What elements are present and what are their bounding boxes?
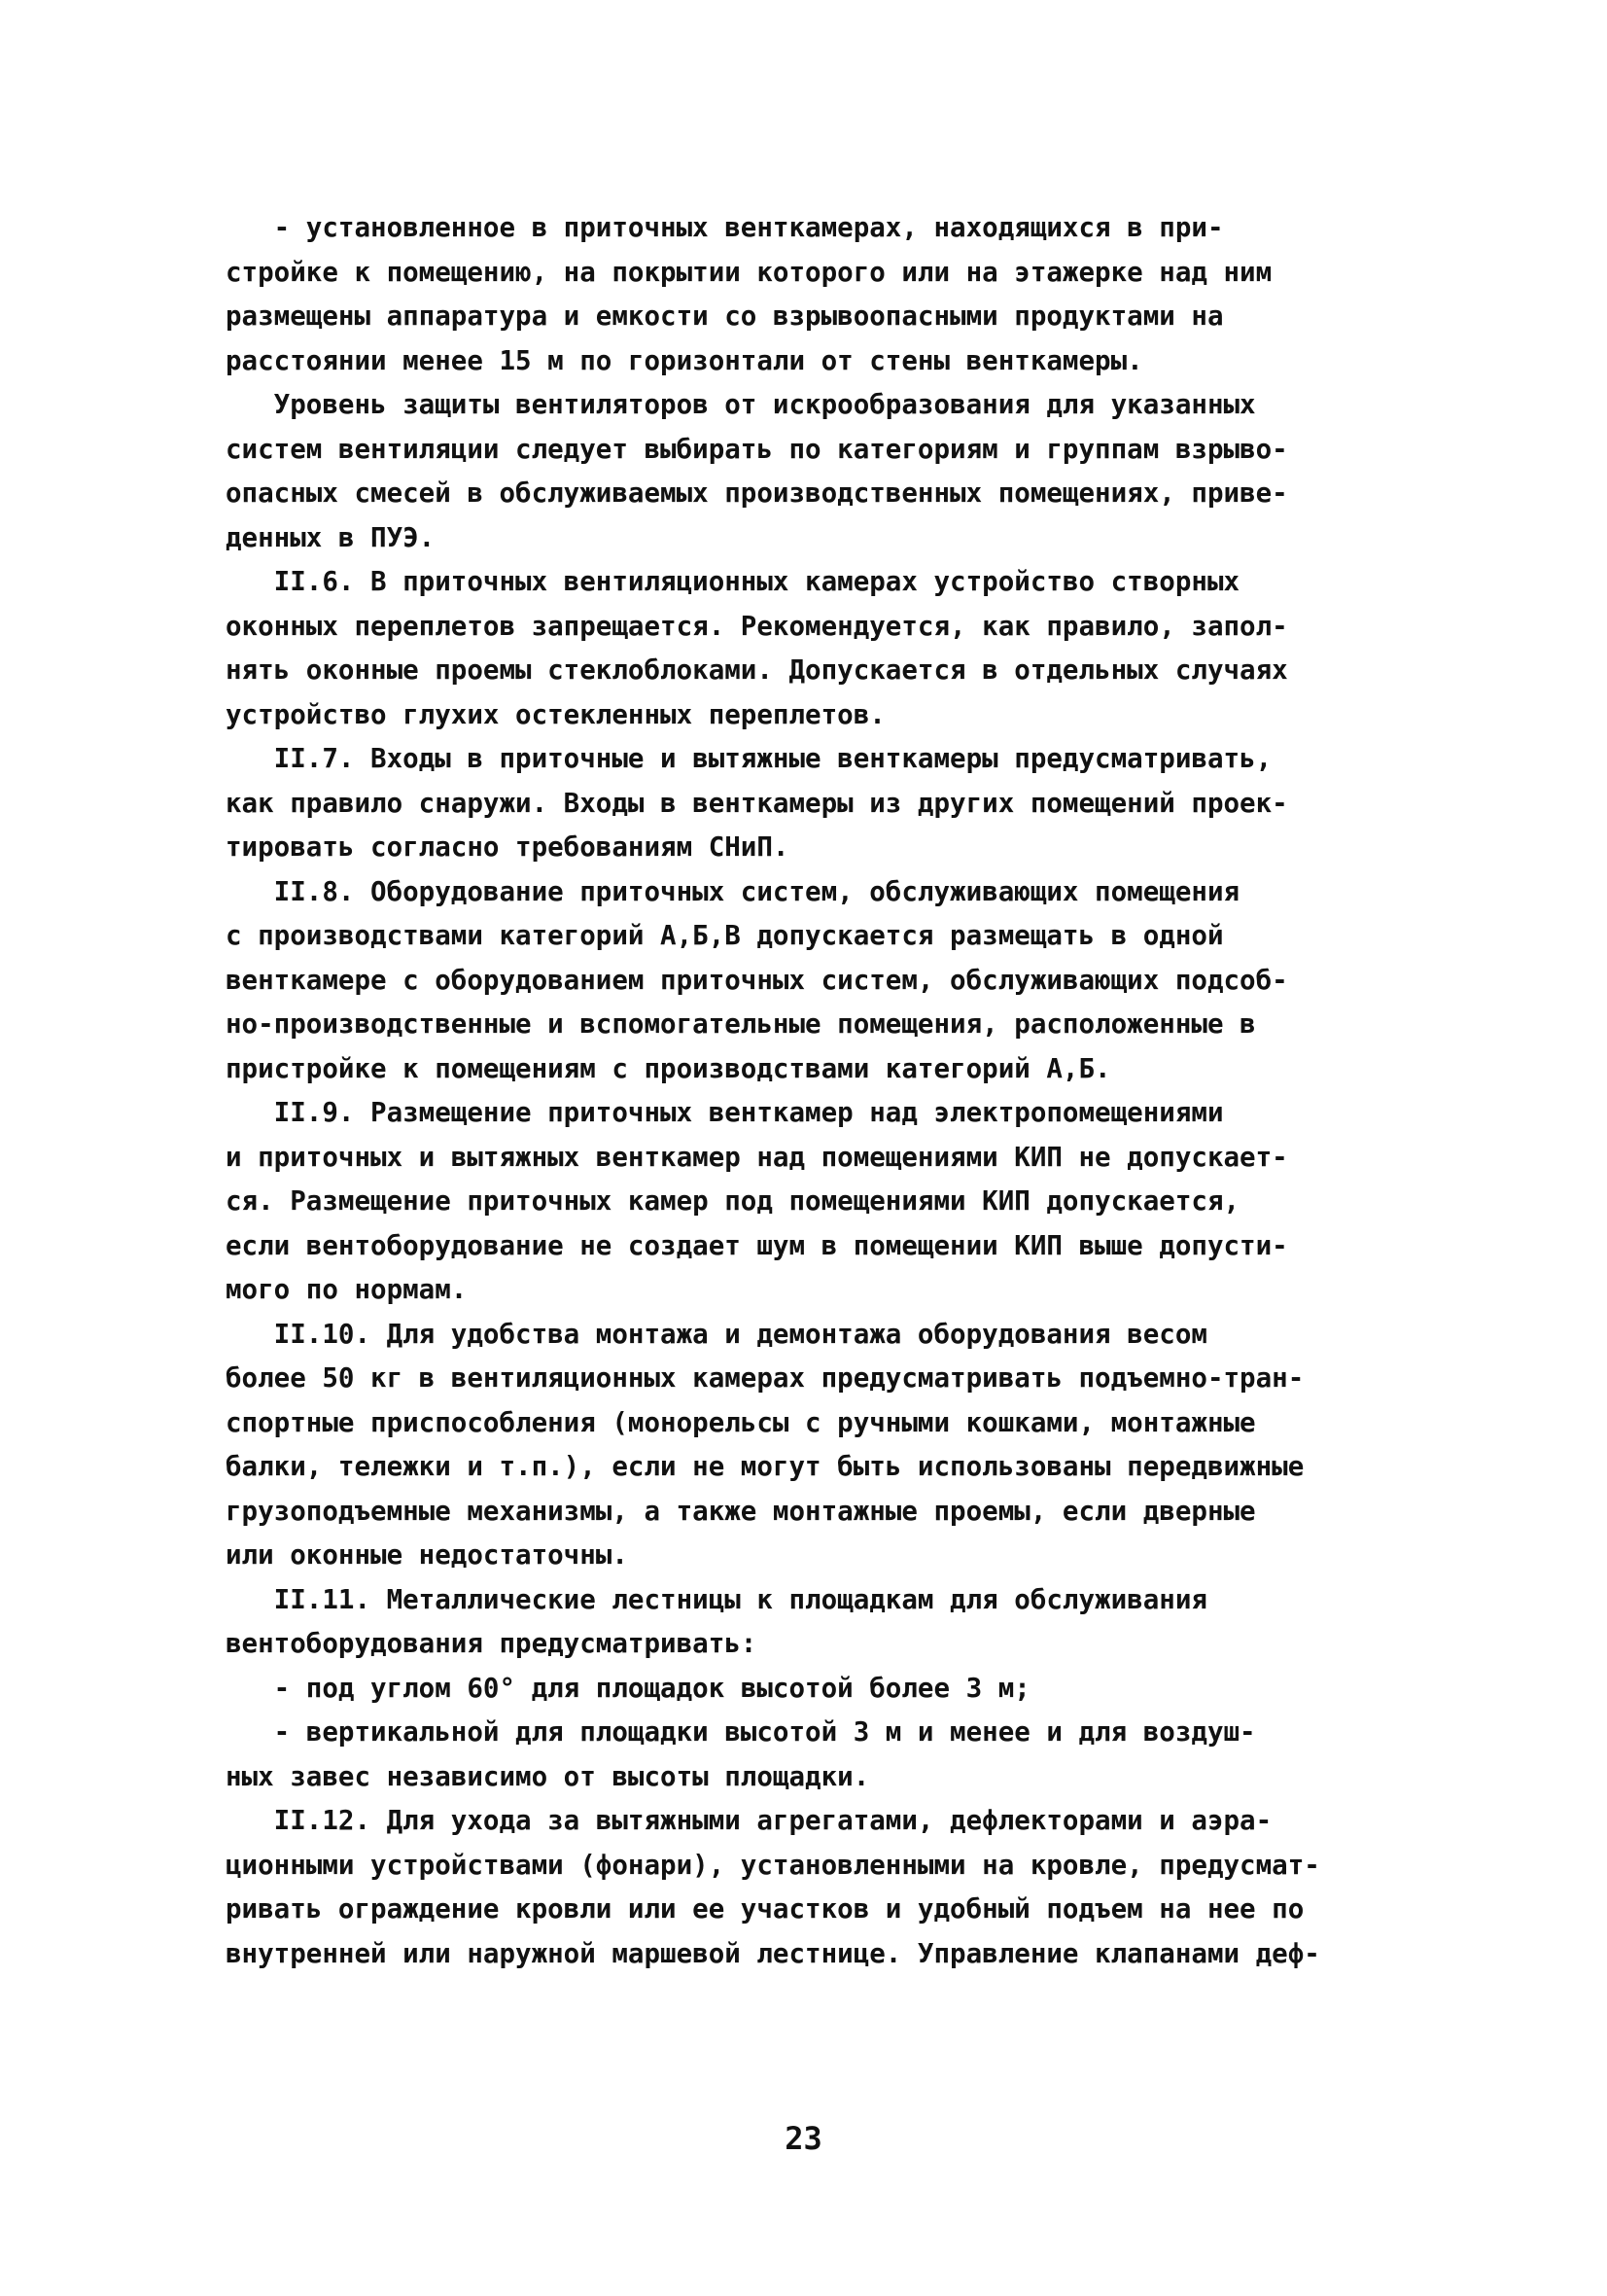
text-line: нять оконные проемы стеклоблоками. Допускается в отдельных случаях	[226, 654, 1288, 686]
text-line: более 50 кг в вентиляционных камерах предусматривать подъемно-тран-	[226, 1362, 1305, 1394]
text-line: - установленное в приточных венткамерах, находящихся в при-	[226, 212, 1224, 243]
text-line: опасных смесей в обслуживаемых производственных помещениях, приве-	[226, 477, 1288, 509]
text-line: балки, тележки и т.п.), если не могут быть использованы передвижные	[226, 1451, 1305, 1482]
text-line: но-производственные и вспомогательные помещения, расположенные в	[226, 1008, 1256, 1040]
text-line: стройке к помещению, на покрытии которого или на этажерке над ним	[226, 256, 1273, 288]
text-line: ных завес независимо от высоты площадки.	[226, 1760, 870, 1792]
text-line: устройство глухих остекленных переплетов.	[226, 698, 886, 730]
text-line: и приточных и вытяжных венткамер над помещениями КИП не допускает-	[226, 1141, 1288, 1173]
text-line: систем вентиляции следует выбирать по категориям и группам взрыво-	[226, 433, 1288, 465]
text-line: ционными устройствами (фонари), установленными на кровле, предусмат-	[226, 1849, 1320, 1881]
text-line: ривать ограждение кровли или ее участков и удобный подъем на нее по	[226, 1893, 1305, 1925]
text-line: если вентоборудование не создает шум в помещении КИП выше допусти-	[226, 1229, 1288, 1261]
text-line: или оконные недостаточны.	[226, 1539, 628, 1571]
text-line: денных в ПУЭ.	[226, 521, 436, 553]
text-line: II.12. Для ухода за вытяжными агрегатами, дефлекторами и аэра-	[226, 1805, 1273, 1836]
text-line: спортные приспособления (монорельсы с ручными кошками, монтажные	[226, 1406, 1256, 1438]
text-line: - вертикальной для площадки высотой 3 м и менее и для воздуш-	[226, 1716, 1256, 1748]
paragraph	[226, 206, 1441, 1976]
body-text	[226, 206, 1441, 1976]
text-line: II.7. Входы в приточные и вытяжные венткамеры предусматривать,	[226, 743, 1273, 774]
text-line: II.10. Для удобства монтажа и демонтажа оборудования весом	[226, 1318, 1207, 1350]
text-line: - под углом 60° для площадок высотой более 3 м;	[226, 1672, 1031, 1704]
text-line: венткамере с оборудованием приточных систем, обслуживающих подсоб-	[226, 964, 1288, 996]
text-line: тировать согласно требованиям СНиП.	[226, 831, 789, 863]
text-line: с производствами категорий А,Б,В допускается размещать в одной	[226, 920, 1224, 951]
text-line: II.8. Оборудование приточных систем, обслуживающих помещения	[226, 875, 1240, 907]
text-line: II.6. В приточных вентиляционных камерах устройство створных	[226, 566, 1240, 597]
text-line: грузоподъемные механизмы, а также монтажные проемы, если дверные	[226, 1495, 1256, 1527]
text-line: ся. Размещение приточных камер под помещениями КИП допускается,	[226, 1185, 1240, 1217]
text-line: пристройке к помещениям с производствами категорий А,Б.	[226, 1052, 1111, 1084]
text-line: вентоборудования предусматривать:	[226, 1628, 757, 1659]
page-number: 23	[785, 2120, 822, 2157]
text-line: II.11. Металлические лестницы к площадкам для обслуживания	[226, 1583, 1207, 1615]
text-line: размещены аппаратура и емкости со взрывоопасными продуктами на	[226, 300, 1224, 332]
text-line: Уровень защиты вентиляторов от искрообразования для указанных	[226, 389, 1256, 420]
text-line: оконных переплетов запрещается. Рекомендуется, как правило, запол-	[226, 610, 1288, 642]
text-line: расстоянии менее 15 м по горизонтали от стены венткамеры.	[226, 344, 1143, 376]
text-line: мого по нормам.	[226, 1274, 468, 1305]
text-line: внутренней или наружной маршевой лестнице. Управление клапанами деф-	[226, 1937, 1320, 1969]
text-line: как правило снаружи. Входы в венткамеры из других помещений проек-	[226, 787, 1288, 819]
text-line: II.9. Размещение приточных венткамер над электропомещениями	[226, 1097, 1224, 1128]
